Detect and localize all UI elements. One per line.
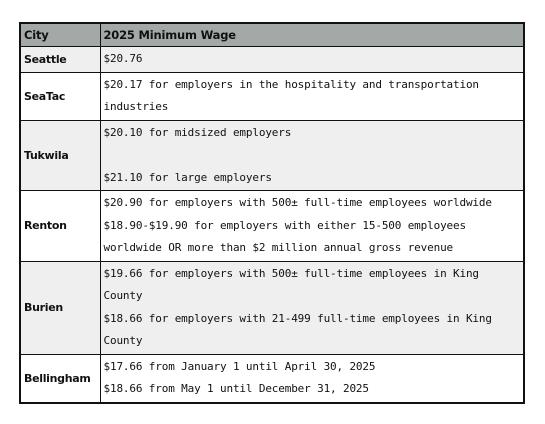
table-row-bellingham bbox=[20, 354, 524, 403]
city-cell: Tukwila bbox=[20, 120, 100, 191]
wage-cell bbox=[100, 191, 524, 262]
column-header-wage: 2025 Minimum Wage bbox=[100, 23, 524, 47]
wage-line: $18.66 for employers with 21-499 full-time employees in King County bbox=[103, 311, 492, 347]
table-row-seattle bbox=[20, 47, 524, 73]
wage-line: $20.90 for employers with 500± full-time employees worldwide bbox=[103, 196, 492, 209]
city-cell: Seattle bbox=[20, 47, 100, 73]
city-cell: Bellingham bbox=[20, 354, 100, 403]
wage-cell bbox=[100, 120, 524, 191]
wage-line: $18.66 from May 1 until December 31, 2025 bbox=[103, 382, 369, 395]
wage-line: $21.10 for large employers bbox=[103, 170, 272, 184]
wage-cell bbox=[100, 72, 524, 120]
wage-cell bbox=[100, 354, 524, 403]
city-cell: Renton bbox=[20, 191, 100, 262]
wage-line: $20.17 for employers in the hospitality and transportation industries bbox=[103, 77, 479, 113]
city-cell: Burien bbox=[20, 261, 100, 354]
table-row-renton bbox=[20, 191, 524, 262]
wage-line: $19.66 for employers with 500± full-time employees in King County bbox=[103, 266, 479, 302]
wage-line: $18.90-$19.90 for employers with either 15-500 employees worldwide OR more than $2 million annual gross revenue bbox=[103, 218, 466, 254]
minimum-wage-table bbox=[19, 22, 525, 404]
wage-line: $20.10 for midsized employers bbox=[103, 125, 292, 139]
wage-cell bbox=[100, 47, 524, 73]
wage-cell bbox=[100, 261, 524, 354]
city-cell: SeaTac bbox=[20, 72, 100, 120]
table-row-tukwila bbox=[20, 120, 524, 191]
wage-line: $20.76 bbox=[103, 52, 143, 65]
column-header-city: City bbox=[20, 23, 100, 47]
wage-line: $17.66 from January 1 until April 30, 2025 bbox=[103, 359, 376, 373]
table-row-burien bbox=[20, 261, 524, 354]
blank-line bbox=[104, 144, 521, 167]
table-row-seatac bbox=[20, 72, 524, 120]
table-header-row bbox=[20, 23, 524, 47]
